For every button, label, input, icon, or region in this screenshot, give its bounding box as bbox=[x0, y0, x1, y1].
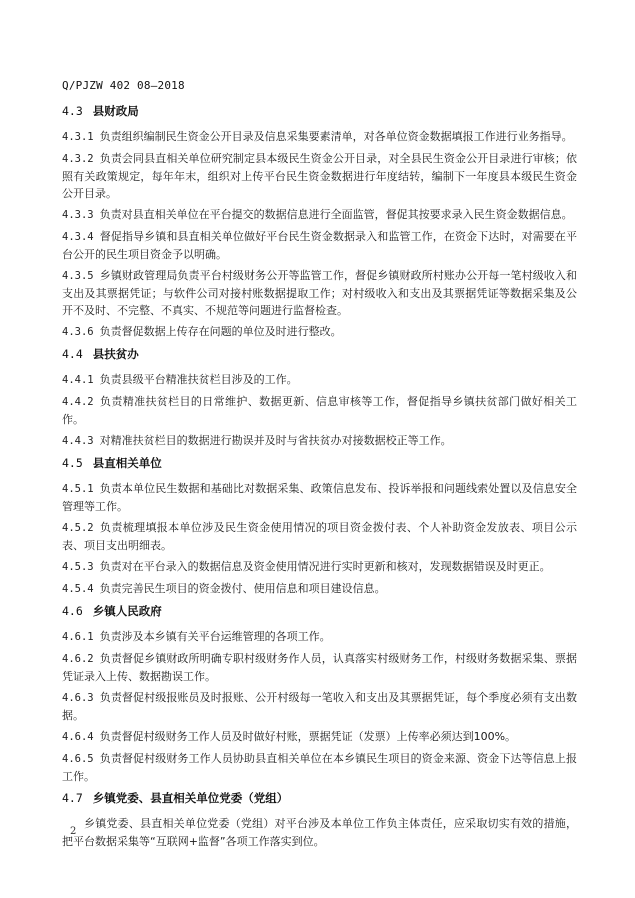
clause-text: 负责督促村级财务工作人员及时做好村账，票据凭证（发票）上传率必须达到100%。 bbox=[99, 730, 517, 743]
document-code: Q/PJZW 402 08—2018 bbox=[62, 79, 185, 92]
clause-text: 负责涉及本乡镇有关平台运维管理的各项工作。 bbox=[99, 630, 331, 643]
clause-item bbox=[62, 393, 577, 428]
clause-item bbox=[62, 628, 577, 646]
section-number: 4.5 bbox=[62, 456, 83, 470]
document-body bbox=[62, 103, 577, 856]
clause-number: 4.5.4 bbox=[62, 583, 94, 595]
clause-item bbox=[62, 150, 577, 202]
clause-number: 4.4.1 bbox=[62, 374, 94, 386]
clause-item bbox=[62, 650, 577, 685]
section-4-6 bbox=[62, 603, 577, 785]
clause-item bbox=[62, 480, 577, 515]
clause-number: 4.3.4 bbox=[62, 231, 94, 243]
clause-text: 乡镇财政管理局负责平台村级财务公开等监管工作，督促乡镇财政所村账办公开每一笔村级收入和支出及其票据凭证；与软件公司对接村账数据提取工作；对村级收入和支出及其票据凭证等数据采集及公开不及时、不完整、不真实、不规范等问题进行监督检查。 bbox=[62, 269, 577, 317]
clause-item bbox=[62, 128, 577, 146]
clause-item bbox=[62, 267, 577, 319]
section-title: 乡镇人民政府 bbox=[92, 604, 162, 618]
section-4-4 bbox=[62, 346, 577, 450]
clause-text: 负责组织编制民生资金公开目录及信息采集要素清单，对各单位资金数据填报工作进行业务指导。 bbox=[99, 130, 573, 143]
section-heading bbox=[62, 790, 577, 807]
clause-number: 4.3.1 bbox=[62, 131, 94, 143]
section-4-3 bbox=[62, 103, 577, 341]
clause-text: 负责对在平台录入的数据信息及资金使用情况进行实时更新和核对，发现数据错误及时更正。 bbox=[99, 560, 551, 573]
clause-item bbox=[62, 728, 577, 746]
clause-number: 4.6.1 bbox=[62, 631, 94, 643]
clause-text: 负责县级平台精准扶贫栏目涉及的工作。 bbox=[99, 373, 298, 386]
section-number: 4.6 bbox=[62, 604, 83, 618]
clause-text: 负责精准扶贫栏目的日常维护、数据更新、信息审核等工作，督促指导乡镇扶贫部门做好相关工作。 bbox=[62, 395, 577, 426]
clause-item bbox=[62, 750, 577, 785]
clause-item bbox=[62, 689, 577, 724]
section-number: 4.3 bbox=[62, 104, 83, 118]
clause-item bbox=[62, 228, 577, 263]
section-title: 乡镇党委、县直相关单位党委（党组） bbox=[92, 791, 289, 805]
clause-number: 4.4.2 bbox=[62, 396, 94, 408]
clause-item bbox=[62, 206, 577, 224]
clause-text: 督促指导乡镇和县直相关单位做好平台民生资金数据录入和监管工作，在资金下达时，对需要在平台公开的民生项目资金予以明确。 bbox=[62, 230, 577, 261]
clause-item bbox=[62, 519, 577, 554]
clause-number: 4.4.3 bbox=[62, 435, 94, 447]
section-4-5 bbox=[62, 455, 577, 598]
clause-item bbox=[62, 580, 577, 598]
clause-text: 负责本单位民生数据和基础比对数据采集、政策信息发布、投诉举报和问题线索处置以及信息安全管理等工作。 bbox=[62, 482, 577, 513]
clause-item bbox=[62, 323, 577, 341]
clause-text: 负责梳理填报本单位涉及民生资金使用情况的项目资金拨付表、个人补助资金发放表、项目公示表、项目支出明细表。 bbox=[62, 521, 577, 552]
section-heading bbox=[62, 346, 577, 363]
clause-text: 负责督促村级报账员及时报账、公开村级每一笔收入和支出及其票据凭证，每个季度必须有支出数据。 bbox=[62, 691, 577, 722]
page-number: 2 bbox=[70, 826, 77, 837]
clause-text: 负责督促乡镇财政所明确专职村级财务作人员，认真落实村级财务工作，村级财务数据采集、票据凭证录入上传、数据勘误工作。 bbox=[62, 652, 577, 683]
clause-number: 4.6.4 bbox=[62, 731, 94, 743]
clause-number: 4.3.5 bbox=[62, 270, 94, 282]
section-title: 县财政局 bbox=[92, 104, 139, 118]
clause-number: 4.6.2 bbox=[62, 653, 94, 665]
section-4-7 bbox=[62, 790, 577, 851]
clause-item bbox=[62, 432, 577, 450]
clause-number: 4.3.2 bbox=[62, 153, 94, 165]
clause-number: 4.3.3 bbox=[62, 209, 94, 221]
section-heading bbox=[62, 455, 577, 472]
clause-text: 负责督促数据上传存在问题的单位及时进行整改。 bbox=[99, 325, 342, 338]
clause-item bbox=[62, 558, 577, 576]
section-title: 县扶贫办 bbox=[92, 347, 139, 361]
section-paragraph: 乡镇党委、县直相关单位党委（党组）对平台涉及本单位工作负主体责任，应采取切实有效的措施，把平台数据采集等“互联网+监督”各项工作落实到位。 bbox=[62, 817, 577, 848]
clause-number: 4.5.3 bbox=[62, 561, 94, 573]
clause-number: 4.5.2 bbox=[62, 522, 94, 534]
clause-text: 负责会同县直相关单位研究制定县本级民生资金公开目录，对全县民生资金公开目录进行审核；依照有关政策规定，每年年末，组织对上传平台民生资金数据进行年度结转，编制下一年度县本级民生资金公开目录。 bbox=[62, 152, 577, 200]
clause-number: 4.6.5 bbox=[62, 753, 94, 765]
section-number: 4.4 bbox=[62, 347, 83, 361]
clause-number: 4.6.3 bbox=[62, 692, 94, 704]
section-heading bbox=[62, 103, 577, 120]
clause-text: 负责督促村级财务工作人员协助县直相关单位在本乡镇民生项目的资金来源、资金下达等信息上报工作。 bbox=[62, 752, 577, 783]
section-number: 4.7 bbox=[62, 791, 83, 805]
section-title: 县直相关单位 bbox=[92, 456, 162, 470]
clause-text: 负责完善民生项目的资金拨付、使用信息和项目建设信息。 bbox=[99, 582, 386, 595]
section-heading bbox=[62, 603, 577, 620]
clause-number: 4.5.1 bbox=[62, 483, 94, 495]
clause-text: 对精准扶贫栏目的数据进行勘误并及时与省扶贫办对接数据校正等工作。 bbox=[99, 434, 452, 447]
clause-text: 负责对县直相关单位在平台提交的数据信息进行全面监管，督促其按要求录入民生资金数据信息。 bbox=[99, 208, 573, 221]
clause-item bbox=[62, 371, 577, 389]
clause-number: 4.3.6 bbox=[62, 326, 94, 338]
